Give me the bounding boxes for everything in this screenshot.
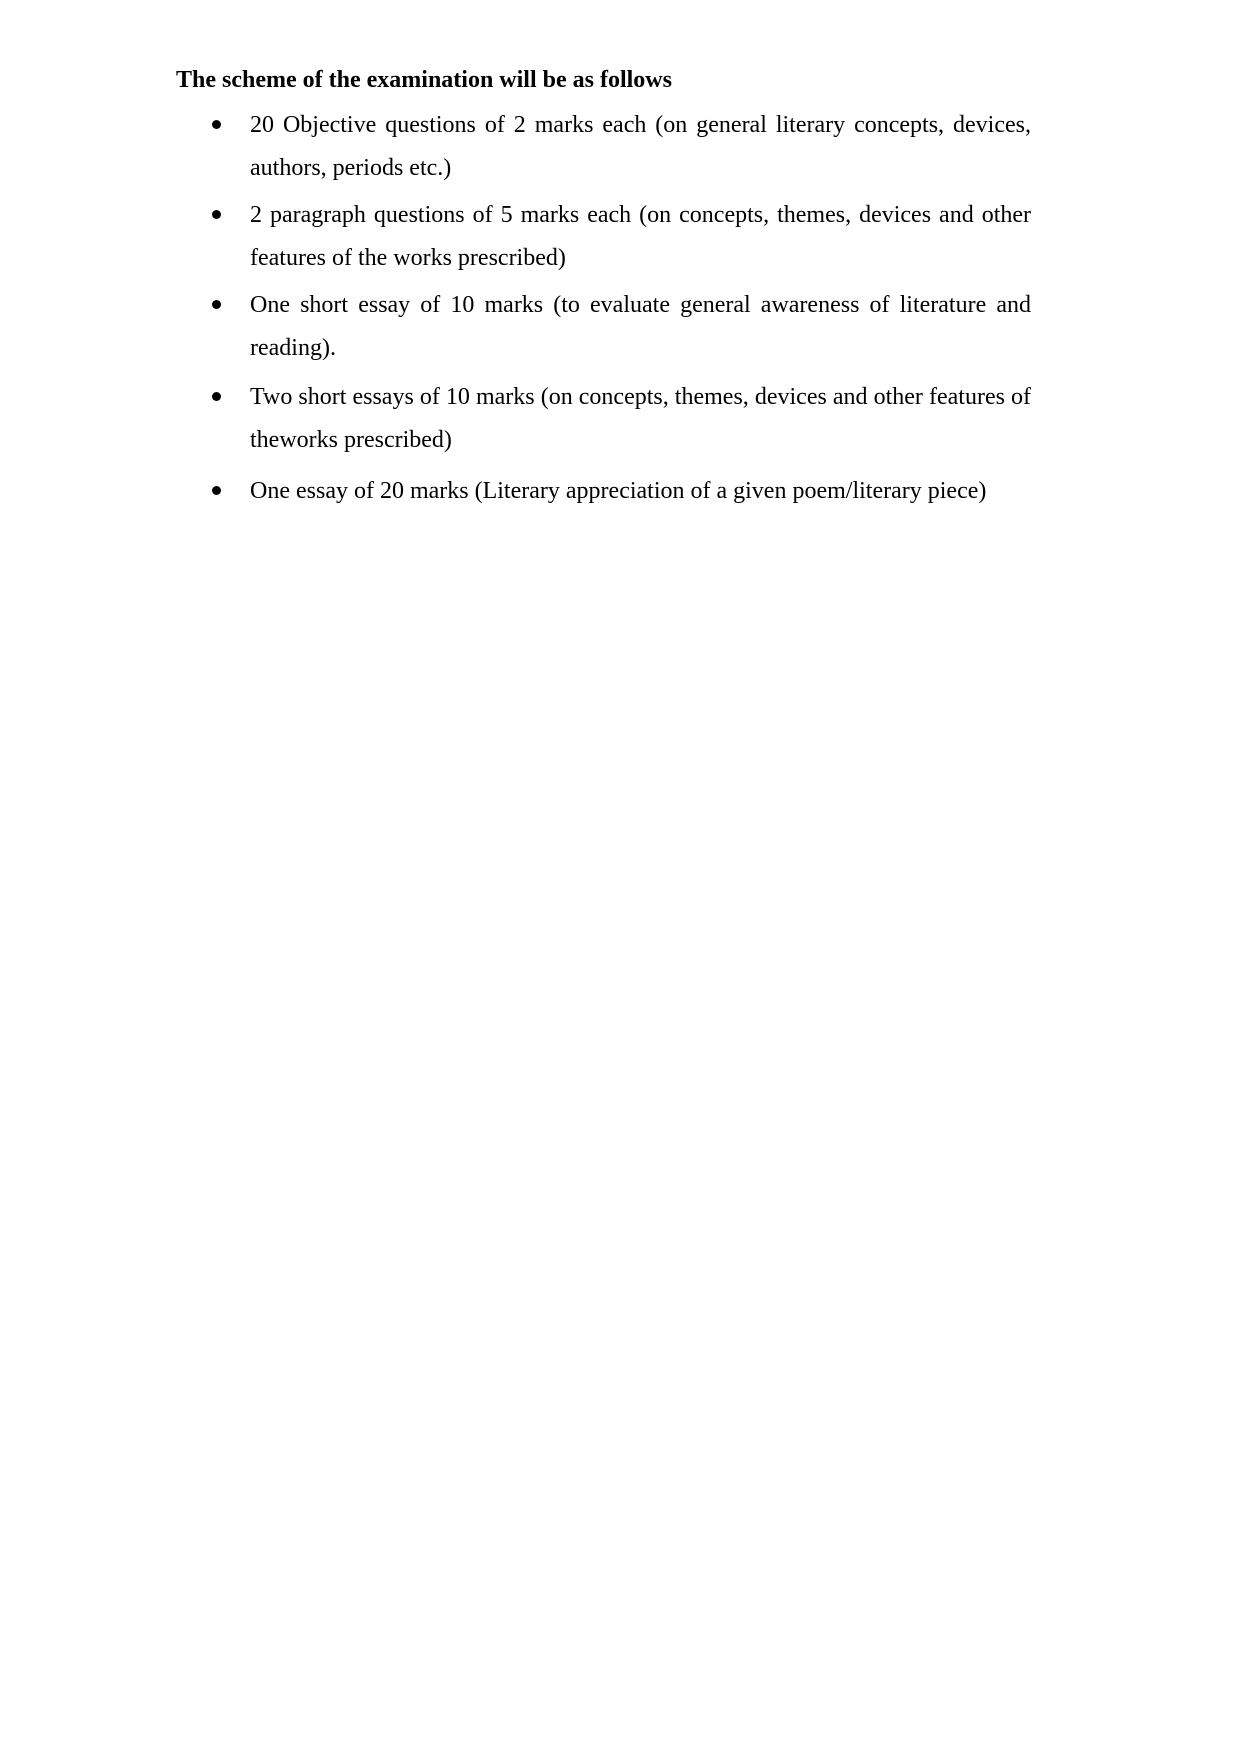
bullet-icon <box>212 284 224 327</box>
list-item <box>250 376 1031 462</box>
list-item <box>250 284 1031 370</box>
list-item <box>250 104 1031 190</box>
bullet-icon <box>212 104 224 147</box>
bullet-icon <box>212 194 224 237</box>
section-heading: The scheme of the examination will be as follows <box>176 67 672 93</box>
list-item-text: One short essay of 10 marks (to evaluate general awareness of literature and reading). <box>250 292 1031 361</box>
list-item <box>250 194 1031 280</box>
list-item-text: 2 paragraph questions of 5 marks each (on concepts, themes, devices and other features of the works prescribed) <box>250 202 1031 271</box>
bullet-icon <box>212 470 224 513</box>
list-item <box>250 470 1031 513</box>
bullet-icon <box>212 376 224 419</box>
list-item-text: 20 Objective questions of 2 marks each (on general literary concepts, devices, authors, periods etc.) <box>250 112 1031 181</box>
list-item-text: One essay of 20 marks (Literary appreciation of a given poem/literary piece) <box>250 478 987 504</box>
list-item-text: Two short essays of 10 marks (on concepts, themes, devices and other features of theworks prescribed) <box>250 384 1031 453</box>
